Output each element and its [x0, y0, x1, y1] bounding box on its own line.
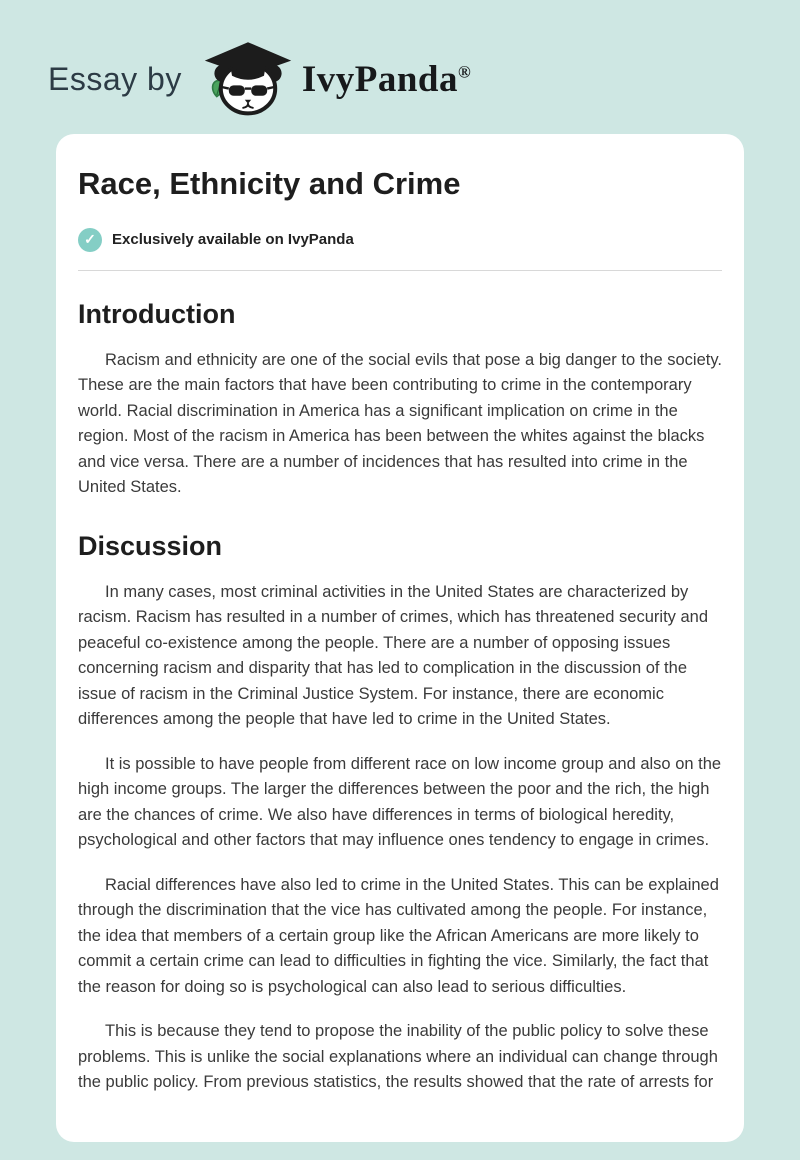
paragraph: In many cases, most criminal activities in the United States are characterized by racism. Racism has resulted in a number of crimes, which has threatened security and peaceful co-existence among the people. There are a number of opposing issues concerning racism and disparity that has led to complication in the discussion of the issue of racism in the Criminal Justice System. For instance, there are economic differences among the people that have led to crime in the United States. [78, 582, 709, 729]
brand-name: IvyPanda [301, 58, 458, 100]
registered-mark: ® [457, 62, 472, 82]
brand-wordmark [302, 58, 471, 101]
section-heading-discussion: Discussion [78, 530, 223, 561]
divider [78, 270, 722, 271]
essay-card [56, 134, 744, 1142]
badge-label: Exclusively available on IvyPanda [112, 231, 354, 249]
panda-graduate-logo-icon [200, 38, 296, 120]
check-icon: ✓ [78, 228, 102, 252]
paragraph: Racial differences have also led to crime in the United States. This can be explained through the discrimination that the vice has cultivated among the people. For instance, the idea that members of a certain group like the African Americans are more likely to commit a certain crime can lead to difficulties in fighting the vice. Similarly, the fact that the reason for doing so is psychological can also lead to serious difficulties. [78, 875, 719, 996]
paragraph: Racism and ethnicity are one of the social evils that pose a big danger to the society. These are the main factors that have been contributing to crime in the contemporary world. Racial discrimination in America has a significant implication on crime in the region. Most of the racism in America has been between the whites against the blacks and vice versa. There are a number of incidences that has resulted into crime in the United States. [78, 350, 722, 497]
essay-by-label: Essay by [48, 60, 182, 97]
exclusive-badge [78, 228, 722, 252]
section-heading-introduction: Introduction [78, 298, 236, 329]
essay-title: Race, Ethnicity and Crime [78, 166, 461, 201]
paragraph: This is because they tend to propose the inability of the public policy to solve these problems. This is unlike the social explanations where an individual can change through the public policy. From previous statistics, the results showed that the rate of arrests for [78, 1022, 718, 1092]
page-header [0, 0, 800, 122]
paragraph: It is possible to have people from different race on low income group and also on the high income groups. The larger the differences between the poor and the rich, the high are the chances of crime. We also have differences in terms of biological heredity, psychological and other factors that may influence ones tendency to engage in crimes. [78, 754, 722, 850]
